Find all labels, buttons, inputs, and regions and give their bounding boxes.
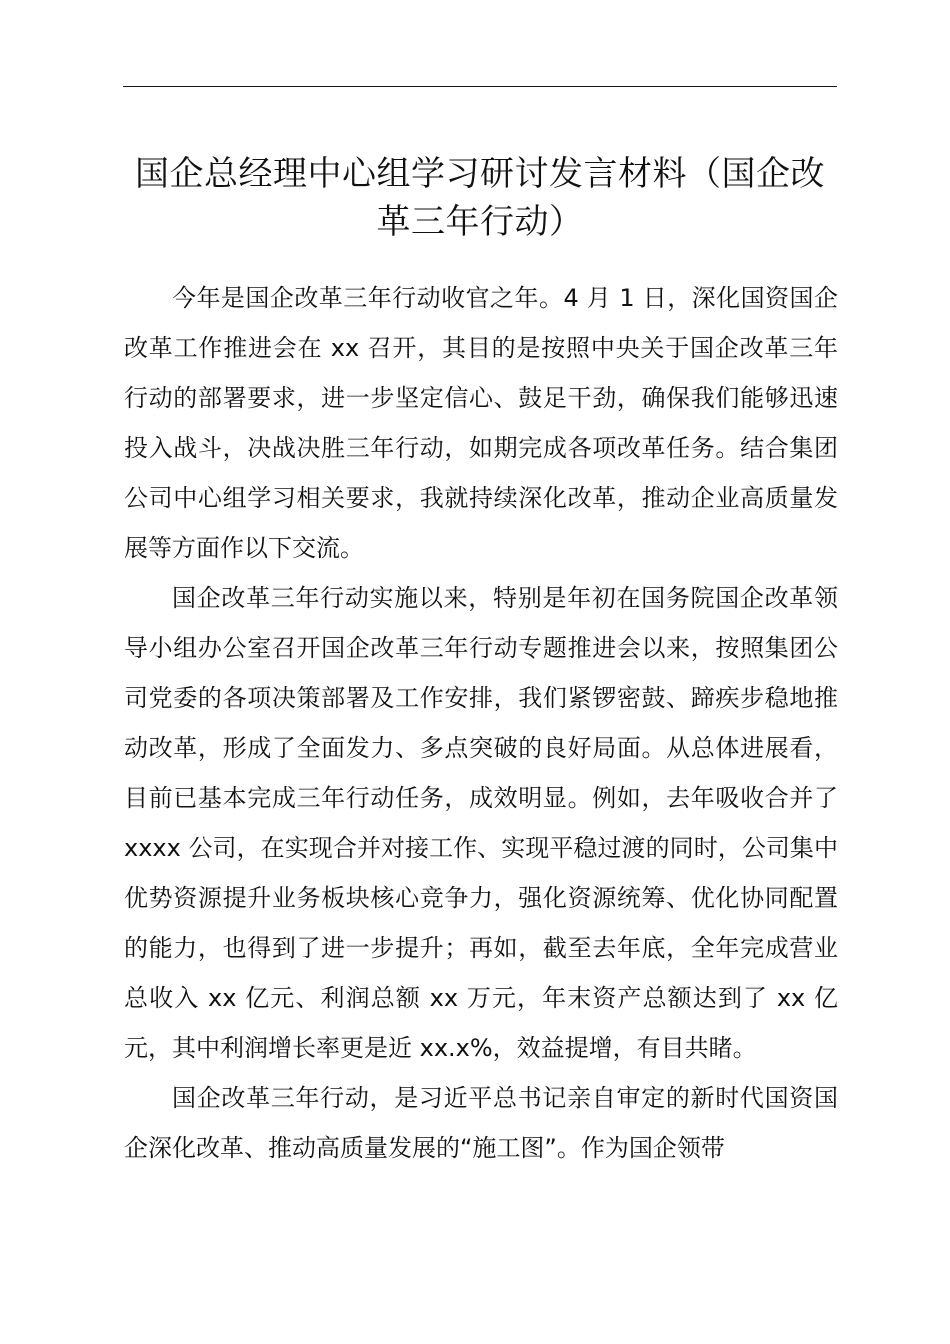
document-body	[124, 273, 838, 1173]
paragraph-2: 国企改革三年行动实施以来，特别是年初在国务院国企改革领导小组办公室召开国企改革三年行动专题推进会以来，按照集团公司党委的各项决策部署及工作安排，我们紧锣密鼓、蹄疾步稳地推动改革，形成了全面发力、多点突破的良好局面。从总体进展看，目前已基本完成三年行动任务，成效明显。例如，去年吸收合并了 xxxx 公司，在实现合并对接工作、实现平稳过渡的同时，公司集中优势资源提升业务板块核心竞争力，强化资源统筹、优化协同配置的能力，也得到了进一步提升；再如，截至去年底，全年完成营业总收入 xx 亿元、利润总额 xx 万元，年末资产总额达到了 xx 亿元，其中利润增长率更是近 xx.x%，效益提增，有目共睹。	[124, 584, 838, 1062]
title-line-1: 国企总经理中心组学习研讨发言材料（国企改	[135, 154, 825, 194]
header-divider	[123, 86, 837, 87]
paragraph-1: 今年是国企改革三年行动收官之年。4 月 1 日，深化国资国企改革工作推进会在 xx 召开，其目的是按照中央关于国企改革三年行动的部署要求，进一步坚定信心、鼓足干劲，确保我们能够迅速投入战斗，决战决胜三年行动，如期完成各项改革任务。结合集团公司中心组学习相关要求，我就持续深化改革，推动企业高质量发展等方面作以下交流。	[124, 284, 838, 562]
title-line-2: 革三年行动）	[376, 202, 584, 242]
paragraph-3: 国企改革三年行动，是习近平总书记亲自审定的新时代国资国企深化改革、推动高质量发展的“施工图”。作为国企领带	[124, 1084, 838, 1162]
document-title	[112, 150, 848, 246]
